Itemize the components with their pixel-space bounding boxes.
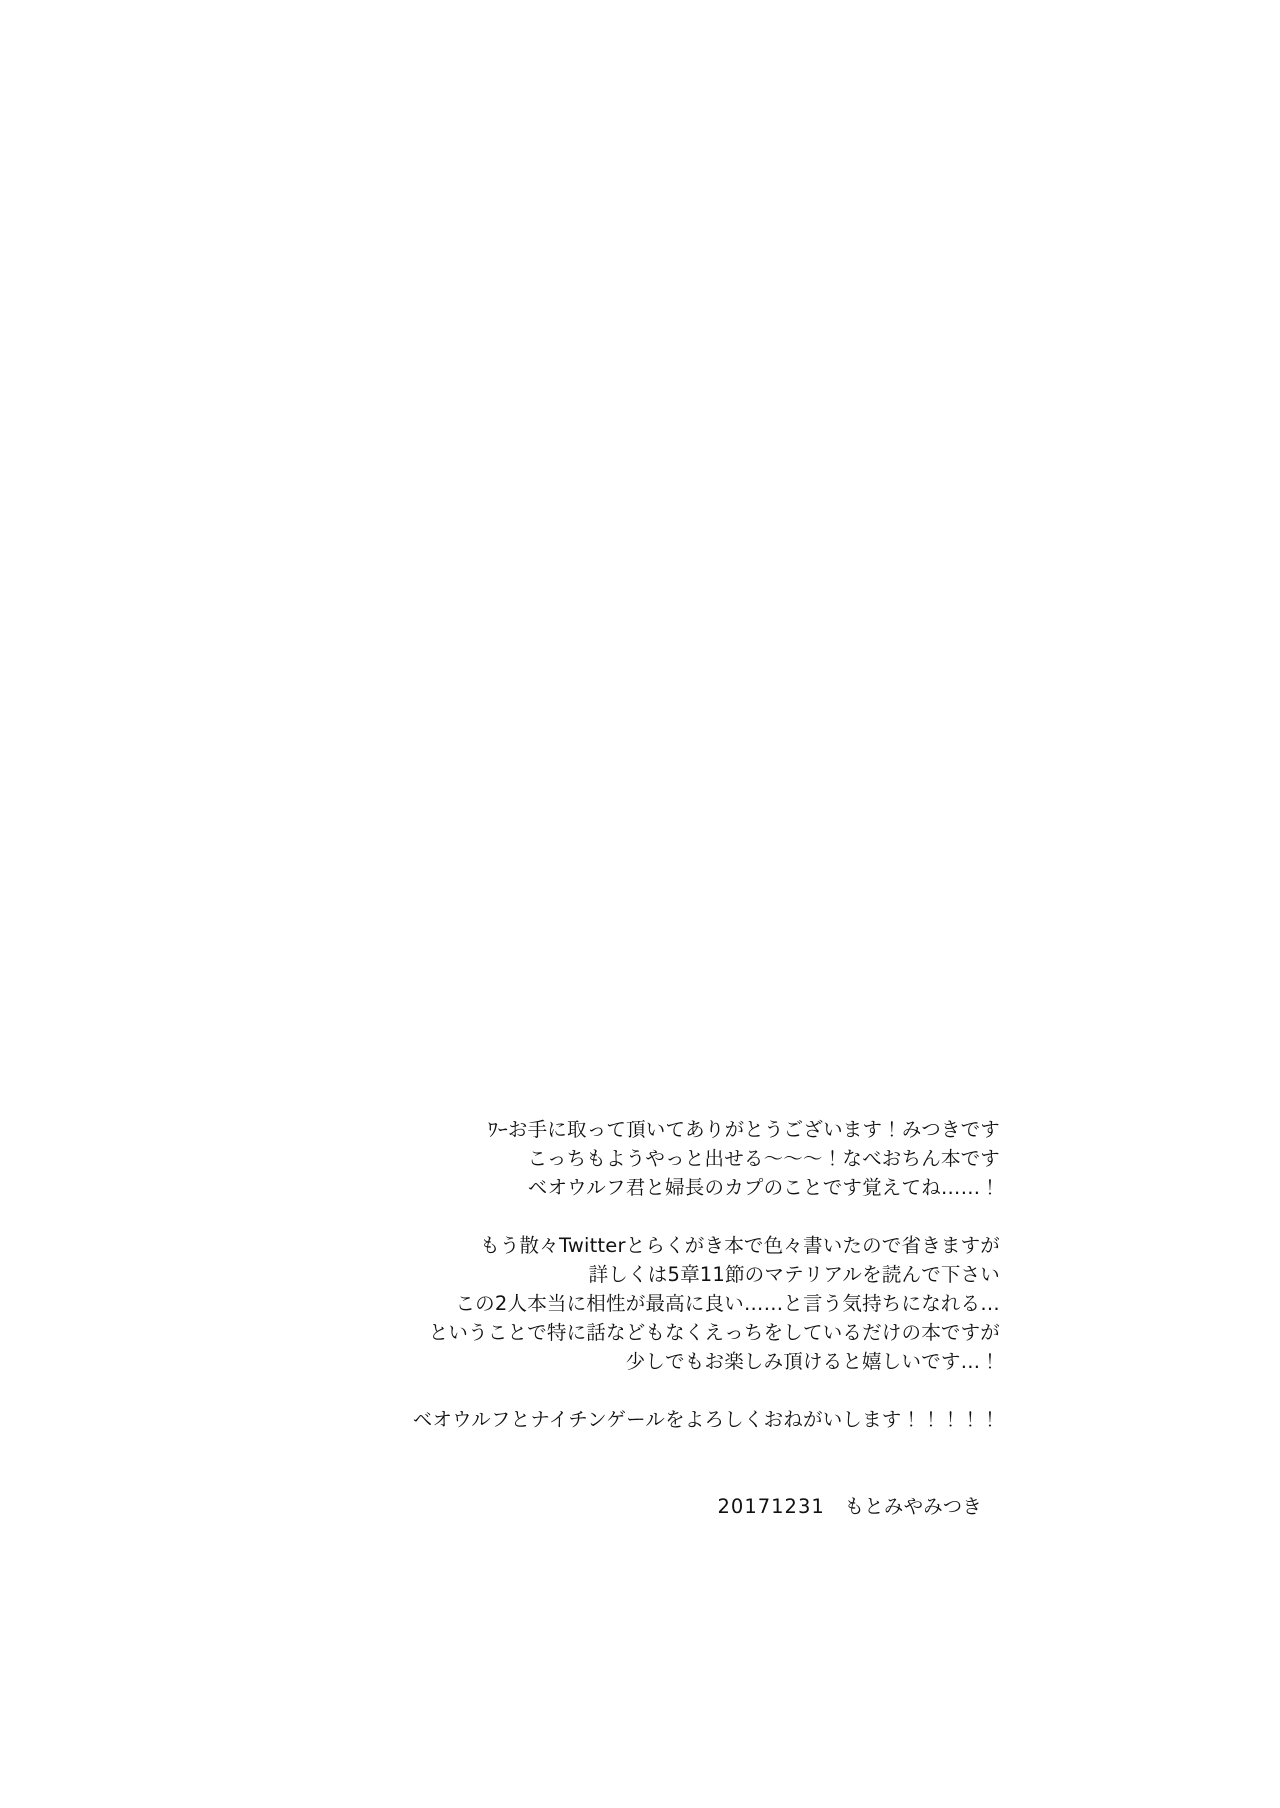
paragraph-closing [300,1405,1000,1434]
signature-date: 20171231 [717,1495,825,1518]
afterword-line: ということで特に話などもなくえっちをしているだけの本ですが [428,1321,1000,1344]
paragraph-greeting [300,1115,1000,1202]
signature-author: もとみやみつき [844,1495,982,1518]
signature-spacer [825,1495,845,1518]
afterword-line: こっちもようやっと出せる〜〜〜！なべおちん本です [527,1147,1000,1170]
signature [300,1463,1000,1550]
afterword-line: ﾜｰお手に取って頂いてありがとうございます！みつきです [487,1118,1000,1141]
afterword-line: もう散々Twitterとらくがき本で色々書いたので省きますが [480,1234,1000,1257]
afterword-text-block [300,1115,1000,1550]
paragraph-body [300,1231,1000,1376]
afterword-line: ベオウルフとナイチンゲールをよろしくおねがいします！！！！！ [412,1408,1000,1431]
afterword-line: 少しでもお楽しみ頂けると嬉しいです…！ [625,1350,1000,1373]
afterword-line: ベオウルフ君と婦長のカプのことです覚えてね……！ [527,1176,1000,1199]
afterword-line: この2人本当に相性が最高に良い……と言う気持ちになれる… [455,1292,1000,1315]
afterword-line: 詳しくは5章11節のマテリアルを読んで下さい [588,1263,1000,1286]
